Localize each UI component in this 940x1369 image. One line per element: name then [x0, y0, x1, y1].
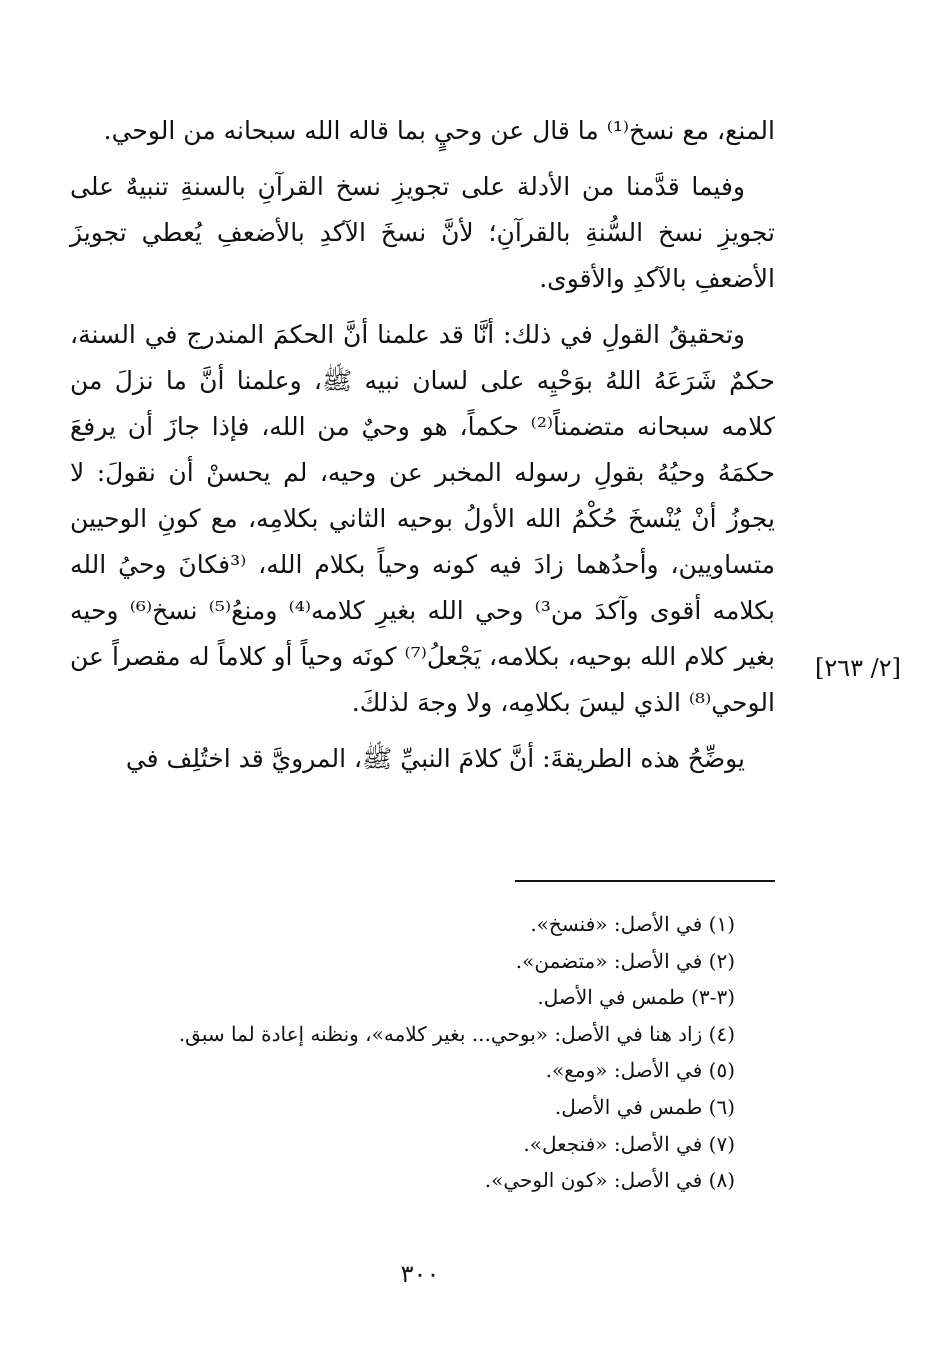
paragraph-3: وتحقيقُ القولِ في ذلك: أنَّا قد علمنا أنَّ الحكمَ المندرج في السنة، حكمٌ شَرَعَهُ اللهُ بوَحْيِه على لسان نبيه ﷺ، وعلمنا أنَّ ما نزلَ من كلامه سبحانه متضمناً⁽²⁾ حكماً، هو وحيٌ من الله، فإذا جازَ أن يرفعَ حكمَهُ وحيُهُ بقولِ رسوله المخبر عن وحيه، لم يحسنْ أن نقولَ: لا يجوزُ أنْ يُنْسخَ حُكْمُ الله الأولُ بوحيه الثاني بكلامِه، مع كونِ الوحيين متساويين، وأحدُهما زادَ فيه كونه وحياً بكلام الله، ⁽³فكانَ وحيُ الله بكلامه أقوى وآكدَ من³⁾ وحي الله بغيرِ كلامه⁽⁴⁾ ومنعُ⁽⁵⁾ نسخ⁽⁶⁾ وحيه بغير كلام الله بوحيه، بكلامه، يَجْعلُ⁽⁷⁾ كونَه وحياً أو كلاماً له مقصراً عن الوحي⁽⁸⁾ الذي ليسَ بكلامِه، ولا وجهَ لذلكَ.: [70, 320, 776, 717]
footnote-separator: [515, 880, 775, 882]
footnote-2: (٢) في الأصل: «متضمن».: [515, 948, 735, 973]
paragraph-2: وفيما قدَّمنا من الأدلة على تجويزِ نسخ القرآنِ بالسنةِ تنبيهٌ على تجويزِ نسخ السُّنةِ بالقرآنِ؛ لأنَّ نسخَ الآكدِ بالأضعفِ يُعطي تجويزَ الأضعفِ بالآكدِ والأقوى.: [70, 172, 775, 293]
margin-volume-page-reference: [٢/ ٢٦٣]: [815, 654, 902, 682]
footnote-1: (١) في الأصل: «فنسخ».: [530, 912, 735, 936]
paragraph-4: يوضِّحُ هذه الطريقةَ: أنَّ كلامَ النبيِّ ﷺ، المرويَّ قد اختُلِف في: [125, 744, 745, 773]
footnote-8: (٨) في الأصل: «كون الوحي».: [484, 1168, 735, 1193]
footnote-4: (٤) زاد هنا في الأصل: «بوحي... بغير كلامه»، ونظنه إعادة لما سبق.: [178, 1021, 735, 1046]
page-number: ٣٠٠: [400, 1260, 440, 1288]
footnote-7: (٧) في الأصل: «فنجعل».: [523, 1131, 735, 1156]
footnote-3: (٣-٣) طمس في الأصل.: [537, 985, 735, 1010]
footnote-6: (٦) طمس في الأصل.: [554, 1094, 735, 1119]
paragraph-1: المنع، مع نسخ⁽¹⁾ ما قال عن وحيٍ بما قاله الله سبحانه من الوحي.: [103, 116, 775, 145]
footnotes: [70, 906, 735, 1199]
main-text: [70, 108, 775, 782]
footnote-5: (٥) في الأصل: «ومع».: [545, 1058, 735, 1083]
